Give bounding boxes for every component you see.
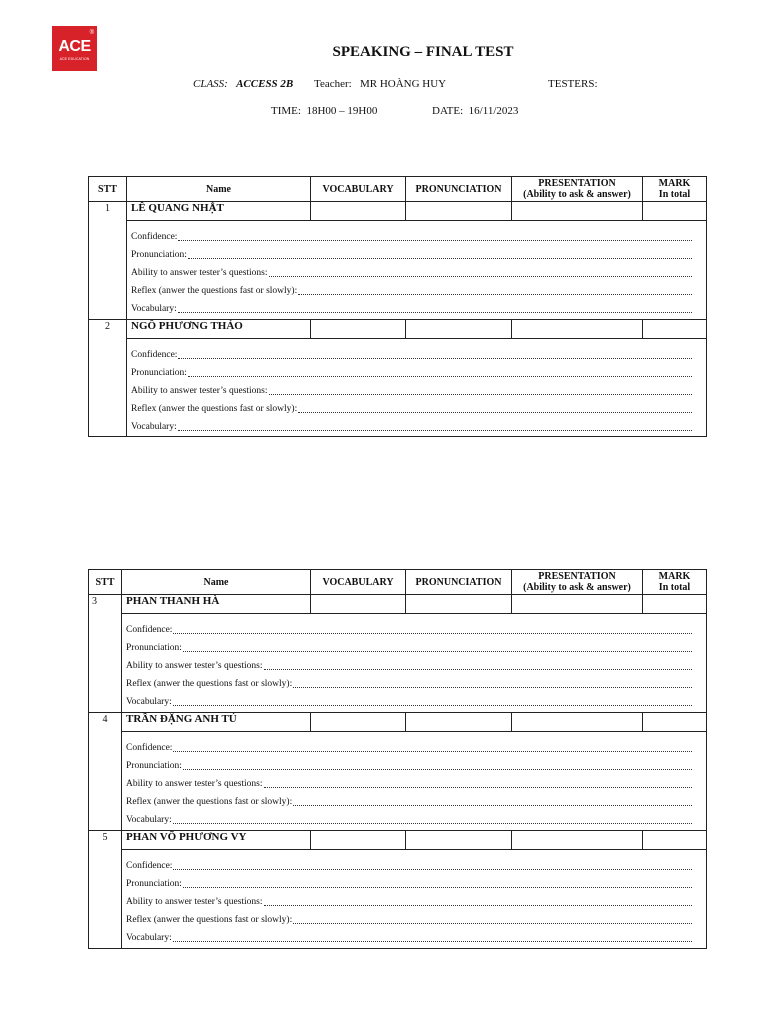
col-vocabulary: VOCABULARY [311,177,406,202]
stt-cell: 1 [89,202,127,320]
mark-total-field[interactable] [643,202,707,221]
logo-tagline: ACE EDUCATION [59,57,90,61]
comment-block[interactable]: Confidence: Pronunciation: Ability to answer tester’s questions: Reflex (anwer the questions fast or slowly): Vocabulary: [122,732,707,831]
vocabulary-score-field[interactable] [311,595,406,614]
presentation-score-field[interactable] [512,595,643,614]
student-name: PHAN VÕ PHƯƠNG VY [122,831,311,850]
col-pronunciation: PRONUNCIATION [406,570,512,595]
class-info [193,78,293,90]
comment-row [89,339,707,437]
mark-total-field[interactable] [643,595,707,614]
col-name: Name [127,177,311,202]
comment-row [89,221,707,320]
table-header-row [89,177,707,202]
mark-total-field[interactable] [643,831,707,850]
col-presentation: PRESENTATION (Ability to ask & answer) [512,570,643,595]
presentation-score-field[interactable] [512,202,643,221]
class-value: ACCESS 2B [236,78,294,90]
table-row [89,713,707,732]
registered-mark: ® [89,30,94,36]
comment-row [89,614,707,713]
col-stt: STT [89,177,127,202]
col-name: Name [122,570,311,595]
comment-row [89,732,707,831]
col-stt: STT [89,570,122,595]
pronunciation-score-field[interactable] [406,595,512,614]
pronunciation-score-field[interactable] [406,831,512,850]
comment-block[interactable]: Confidence: Pronunciation: Ability to answer tester’s questions: Reflex (anwer the questions fast or slowly): Vocabulary: [127,221,707,320]
student-name: LÊ QUANG NHẬT [127,202,311,221]
date-value: 16/11/2023 [468,105,519,117]
pronunciation-score-field[interactable] [406,713,512,732]
presentation-score-field[interactable] [512,320,643,339]
score-table-1 [88,176,707,437]
student-name: NGÔ PHƯƠNG THẢO [127,320,311,339]
date-info [432,105,518,117]
presentation-score-field[interactable] [512,831,643,850]
col-pronunciation: PRONUNCIATION [406,177,512,202]
vocabulary-score-field[interactable] [311,320,406,339]
vocabulary-score-field[interactable] [311,831,406,850]
time-value: 18H00 – 19H00 [306,105,378,117]
time-label: TIME: [271,105,301,117]
time-info [271,105,377,117]
stt-cell: 4 [89,713,122,831]
page-title: SPEAKING – FINAL TEST [332,44,514,60]
pronunciation-score-field[interactable] [406,202,512,221]
mark-total-field[interactable] [643,713,707,732]
col-presentation: PRESENTATION (Ability to ask & answer) [512,177,643,202]
presentation-score-field[interactable] [512,713,643,732]
col-vocabulary: VOCABULARY [311,570,406,595]
class-label: CLASS: [193,78,228,90]
col-mark: MARK In total [643,570,707,595]
table-header-row [89,570,707,595]
pronunciation-score-field[interactable] [406,320,512,339]
comment-block[interactable]: Confidence: Pronunciation: Ability to answer tester’s questions: Reflex (anwer the questions fast or slowly): Vocabulary: [122,850,707,949]
teacher-label: Teacher: [314,78,352,90]
comment-block[interactable]: Confidence: Pronunciation: Ability to answer tester’s questions: Reflex (anwer the questions fast or slowly): Vocabulary: [122,614,707,713]
vocabulary-score-field[interactable] [311,713,406,732]
stt-cell: 3 [89,595,122,713]
col-mark: MARK In total [643,177,707,202]
table-row [89,320,707,339]
table-row [89,831,707,850]
table-row [89,595,707,614]
student-name: TRẦN ĐẶNG ANH TÚ [122,713,311,732]
comment-block[interactable]: Confidence: Pronunciation: Ability to answer tester’s questions: Reflex (anwer the questions fast or slowly): Vocabulary: [127,339,707,437]
date-label: DATE: [432,105,464,117]
teacher-value: MR HOÀNG HUY [359,78,447,90]
stt-cell: 2 [89,320,127,437]
vocabulary-score-field[interactable] [311,202,406,221]
table-row [89,202,707,221]
logo-brand: ACE [58,38,91,55]
stt-cell: 5 [89,831,122,949]
student-name: PHAN THANH HÀ [122,595,311,614]
score-table-2 [88,569,707,949]
testers-label: TESTERS: [548,78,598,90]
teacher-info [314,78,446,90]
comment-row [89,850,707,949]
mark-total-field[interactable] [643,320,707,339]
